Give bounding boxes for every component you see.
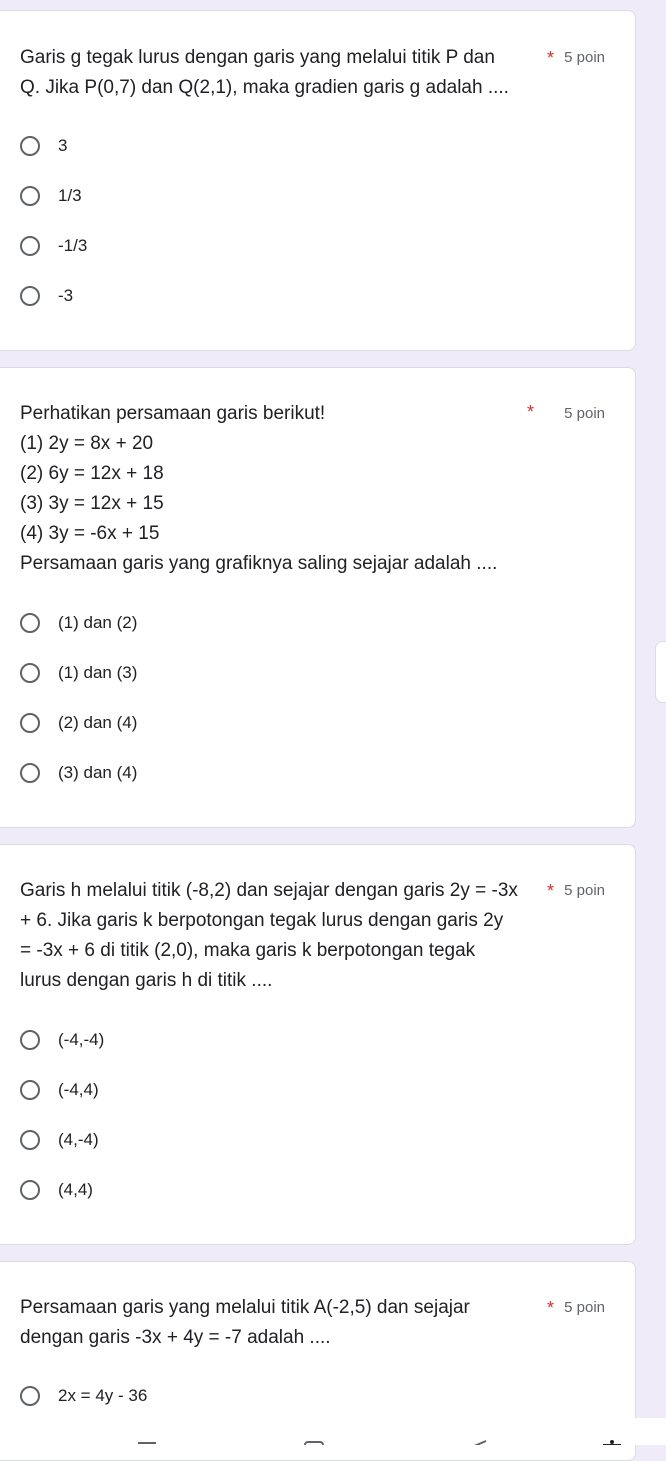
question-card-2 xyxy=(0,367,636,828)
question-header xyxy=(20,876,605,996)
required-star: * xyxy=(527,402,535,422)
question-line: (2) 6y = 12x + 18 xyxy=(20,463,164,484)
option-2x-4y-36[interactable] xyxy=(20,1381,147,1411)
question-line: Persamaan garis yang melalui titik A(-2,5) dan sejajar xyxy=(20,1297,470,1318)
question-line: Q. Jika P(0,7) dan Q(2,1), maka gradien garis g adalah .... xyxy=(20,77,509,98)
question-text xyxy=(20,876,540,996)
home-icon[interactable] xyxy=(302,1432,326,1445)
side-panel-tab[interactable] xyxy=(655,641,666,703)
option-3-dan-4[interactable] xyxy=(20,758,137,788)
question-text xyxy=(20,1293,540,1353)
option-label: (-4,4) xyxy=(58,1080,99,1099)
option-label: (4,4) xyxy=(58,1180,93,1199)
question-card-1 xyxy=(0,10,636,351)
option-label: -3 xyxy=(58,286,74,305)
question-line: dengan garis -3x + 4y = -7 adalah .... xyxy=(20,1327,331,1348)
question-line: = -3x + 6 di titik (2,0), maka garis k berpotongan tegak xyxy=(20,940,476,961)
back-icon[interactable] xyxy=(466,1432,490,1445)
radio-button[interactable] xyxy=(20,613,40,633)
option-label: 2x = 4y - 36 xyxy=(58,1386,148,1405)
question-line: (3) 3y = 12x + 15 xyxy=(20,493,164,514)
required-star: * xyxy=(547,881,555,901)
points-label: 5 poin xyxy=(564,405,605,422)
question-line: Perhatikan persamaan garis berikut! xyxy=(20,403,326,424)
question-header xyxy=(20,399,605,579)
option-label: -1/3 xyxy=(58,236,88,255)
option-1-dan-3[interactable] xyxy=(20,658,137,688)
radio-button[interactable] xyxy=(20,1386,40,1406)
question-line: + 6. Jika garis k berpotongan tegak lurus dengan garis 2y xyxy=(20,910,504,931)
radio-button[interactable] xyxy=(20,1080,40,1100)
option-neg-1-3[interactable] xyxy=(20,231,87,261)
points-label: 5 poin xyxy=(564,882,605,899)
question-line: (4) 3y = -6x + 15 xyxy=(20,523,160,544)
points-label: 5 poin xyxy=(564,1299,605,1316)
option-neg4-neg4[interactable] xyxy=(20,1025,104,1055)
navigation-bar xyxy=(0,1418,666,1445)
option-4-4[interactable] xyxy=(20,1175,93,1205)
question-line: lurus dengan garis h di titik .... xyxy=(20,970,273,991)
radio-button[interactable] xyxy=(20,286,40,306)
radio-button[interactable] xyxy=(20,1130,40,1150)
question-line: Garis h melalui titik (-8,2) dan sejajar dengan garis 2y = -3x xyxy=(20,880,518,901)
option-1-3[interactable] xyxy=(20,181,82,211)
radio-button[interactable] xyxy=(20,186,40,206)
radio-button[interactable] xyxy=(20,713,40,733)
question-card-3 xyxy=(0,844,636,1245)
question-header xyxy=(20,43,605,103)
points-label: 5 poin xyxy=(564,49,605,66)
radio-button[interactable] xyxy=(20,763,40,783)
question-text xyxy=(20,399,540,579)
option-2-dan-4[interactable] xyxy=(20,708,137,738)
accessibility-icon[interactable] xyxy=(600,1432,624,1445)
option-label: (1) dan (2) xyxy=(58,613,138,632)
required-star: * xyxy=(547,1298,555,1318)
radio-button[interactable] xyxy=(20,136,40,156)
option-neg-3[interactable] xyxy=(20,281,73,311)
question-text xyxy=(20,43,540,103)
radio-button[interactable] xyxy=(20,236,40,256)
question-line: Persamaan garis yang grafiknya saling sejajar adalah .... xyxy=(20,553,498,574)
option-label: 1/3 xyxy=(58,186,82,205)
question-line: (1) 2y = 8x + 20 xyxy=(20,433,154,454)
option-neg4-4[interactable] xyxy=(20,1075,99,1105)
required-star: * xyxy=(547,48,555,68)
radio-button[interactable] xyxy=(20,1030,40,1050)
option-label: (2) dan (4) xyxy=(58,713,138,732)
option-label: 3 xyxy=(58,136,68,155)
radio-button[interactable] xyxy=(20,1180,40,1200)
menu-icon[interactable] xyxy=(135,1432,159,1445)
radio-button[interactable] xyxy=(20,663,40,683)
option-3[interactable] xyxy=(20,131,67,161)
option-label: (-4,-4) xyxy=(58,1030,105,1049)
question-line: Garis g tegak lurus dengan garis yang melalui titik P dan xyxy=(20,47,495,68)
option-1-dan-2[interactable] xyxy=(20,608,137,638)
question-header xyxy=(20,1293,605,1353)
option-label: (4,-4) xyxy=(58,1130,99,1149)
option-label: (3) dan (4) xyxy=(58,763,138,782)
option-4-neg4[interactable] xyxy=(20,1125,99,1155)
option-label: (1) dan (3) xyxy=(58,663,138,682)
